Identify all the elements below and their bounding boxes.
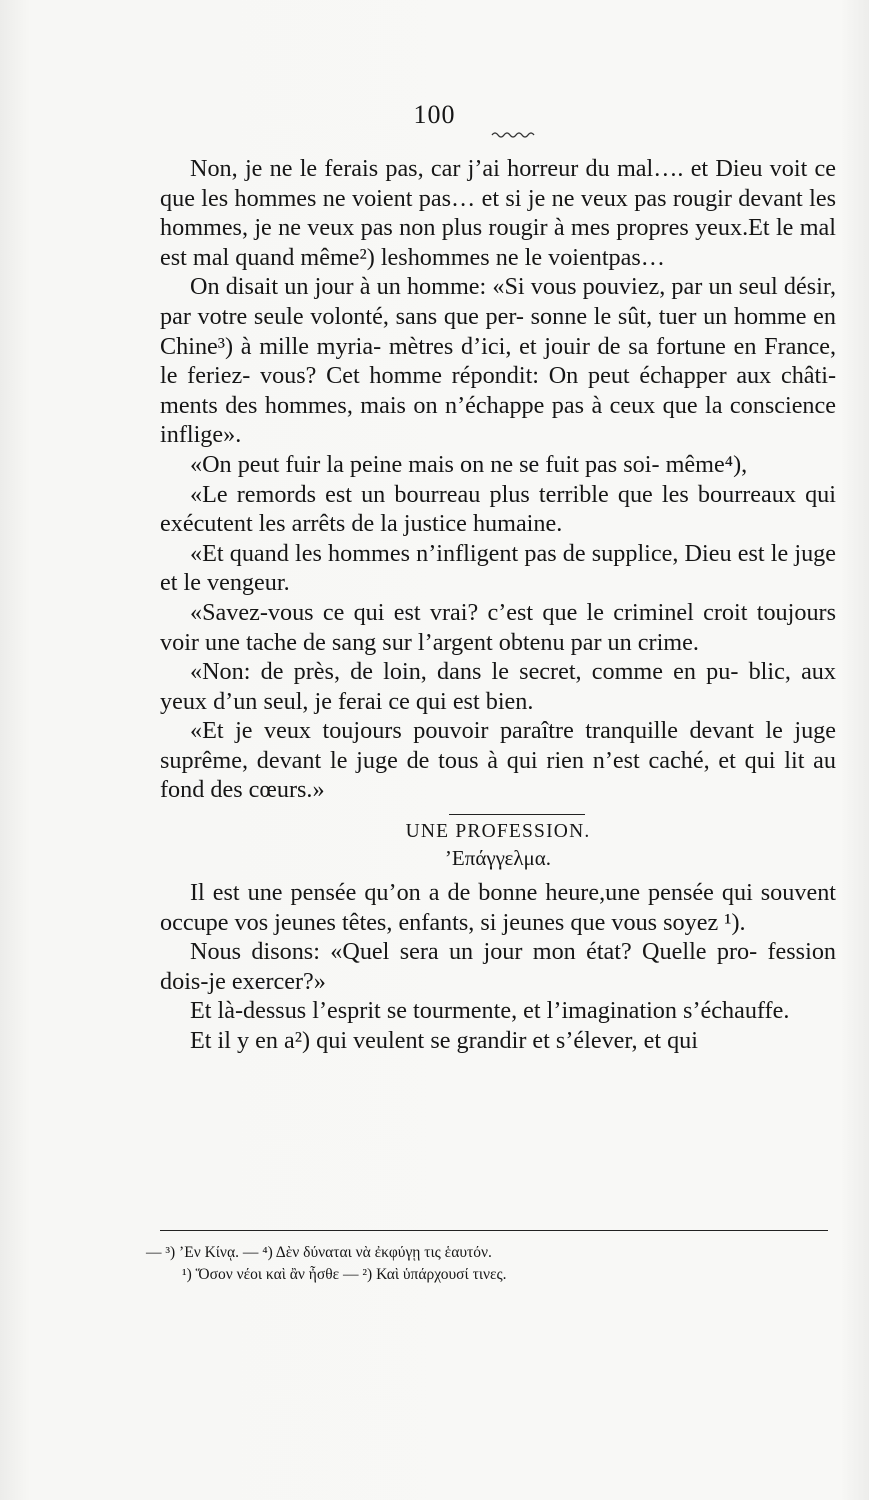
text-line: toujours voir une tache de sang sur l’argent obtenu par [160, 598, 837, 656]
text-line: «Et je veux toujours pouvoir paraître tranquille devant [190, 717, 754, 745]
paragraph [160, 657, 836, 716]
section-rule [449, 814, 585, 815]
text-line: «Le remords est un bourreau plus terrible que les [190, 480, 689, 508]
section-greek-title: ’Επάγγελμα. [444, 846, 552, 871]
paragraph [160, 450, 836, 480]
text-line: plus rougir à mes propres yeux.Et le mal est mal quand [160, 214, 836, 271]
text-line: «Savez-vous ce qui est vrai? c’est que le criminel croit [190, 598, 748, 626]
text-line: un crime. [607, 628, 699, 656]
paragraph [160, 539, 836, 598]
paragraph [160, 878, 836, 937]
text-line: ments des hommes, mais on n’échappe pas à ceux que la [160, 391, 723, 419]
text-line: vous? Cet homme répondit: On peut échapper aux châti- [259, 362, 837, 390]
footnote-line: — ³) ’Εν Κίνᾳ. — ⁴) Δὲν δύναται νὰ ἐκφύγῃ τις ἑαυτόν. [146, 1244, 492, 1261]
footnote-line: ¹) Ὅσον νέοι καὶ ἂν ἦσθε — ²) Καὶ ὑπάρχουσί τινες. [182, 1266, 507, 1283]
paragraph [160, 154, 836, 272]
text-line: fession dois-je exercer?» [160, 938, 837, 995]
footnote-rule [160, 1230, 828, 1231]
wavy-ornament-icon [491, 130, 537, 138]
text-line: même⁴), [665, 450, 748, 478]
text-line: qui souvent occupe vos jeunes têtes, enfants, si jeunes [160, 879, 837, 936]
paragraph [160, 937, 836, 996]
paragraph [160, 716, 836, 805]
text-line: Et là-dessus l’esprit se tourmente, et l’imagination [190, 997, 677, 1025]
text-line: «Non: de près, de loin, dans le secret, comme en pu- [190, 658, 739, 686]
paragraph [160, 996, 836, 1026]
text-line: Dieu voit ce que les hommes ne voient pas… et si je ne [160, 155, 836, 212]
text-line: «Et quand les hommes n’infligent pas de supplice, Dieu [190, 539, 732, 567]
text-line: blic, aux yeux d’un seul, je ferai ce qui est bien. [160, 658, 836, 715]
page-number: 100 [413, 100, 456, 129]
text-line: «On peut fuir la peine mais on ne se fuit pas soi- [190, 450, 660, 478]
text-line: Non, je ne le ferais pas, car j’ai horreur du mal…. et [190, 155, 709, 182]
text-line: que vous soyez ¹). [570, 908, 746, 936]
text-line: On disait un jour à un homme: «Si vous pouviez, [190, 273, 666, 301]
text-line: Et il y en a²) qui veulent se grandir et s’élever, et qui [190, 1027, 698, 1055]
text-line: sonne le sût, tuer un homme en Chine³) à mille myria- [160, 302, 836, 360]
section-heading: UNE PROFESSION. [405, 821, 591, 843]
text-part-1 [160, 154, 836, 805]
text-line: conscience inflige». [160, 391, 836, 449]
text-line: Nous disons: «Quel sera un jour mon état? Quelle pro- [190, 938, 758, 966]
text-line: caché, et qui lit au fond des cœurs.» [160, 746, 837, 804]
text-line: veux pas rougir devant les hommes, je ne veux pas non [160, 184, 836, 242]
text-line: Il est une pensée qu’on a de bonne heure,une pensée [190, 879, 714, 907]
text-line: est le juge et le vengeur. [160, 539, 837, 597]
text-line: même²) leshommes ne le voientpas… [300, 243, 665, 271]
paragraph [160, 598, 836, 657]
paragraph [160, 272, 836, 450]
text-line: mètres d’ici, et jouir de sa fortune en France, le feriez- [160, 332, 836, 390]
text-part-2 [160, 878, 836, 1056]
text-line: le juge suprême, devant le juge de tous à qui rien n’est [160, 717, 836, 774]
text-line: bourreaux qui exécutent les arrêts de la justice humaine. [160, 480, 836, 538]
paragraph [160, 1026, 836, 1056]
paragraph [160, 480, 836, 539]
text-line: par un seul désir, par votre seule volonté, sans que per- [160, 273, 836, 330]
footnotes [146, 1242, 846, 1286]
body-text [160, 154, 836, 1056]
text-line: s’échauffe. [683, 997, 790, 1025]
